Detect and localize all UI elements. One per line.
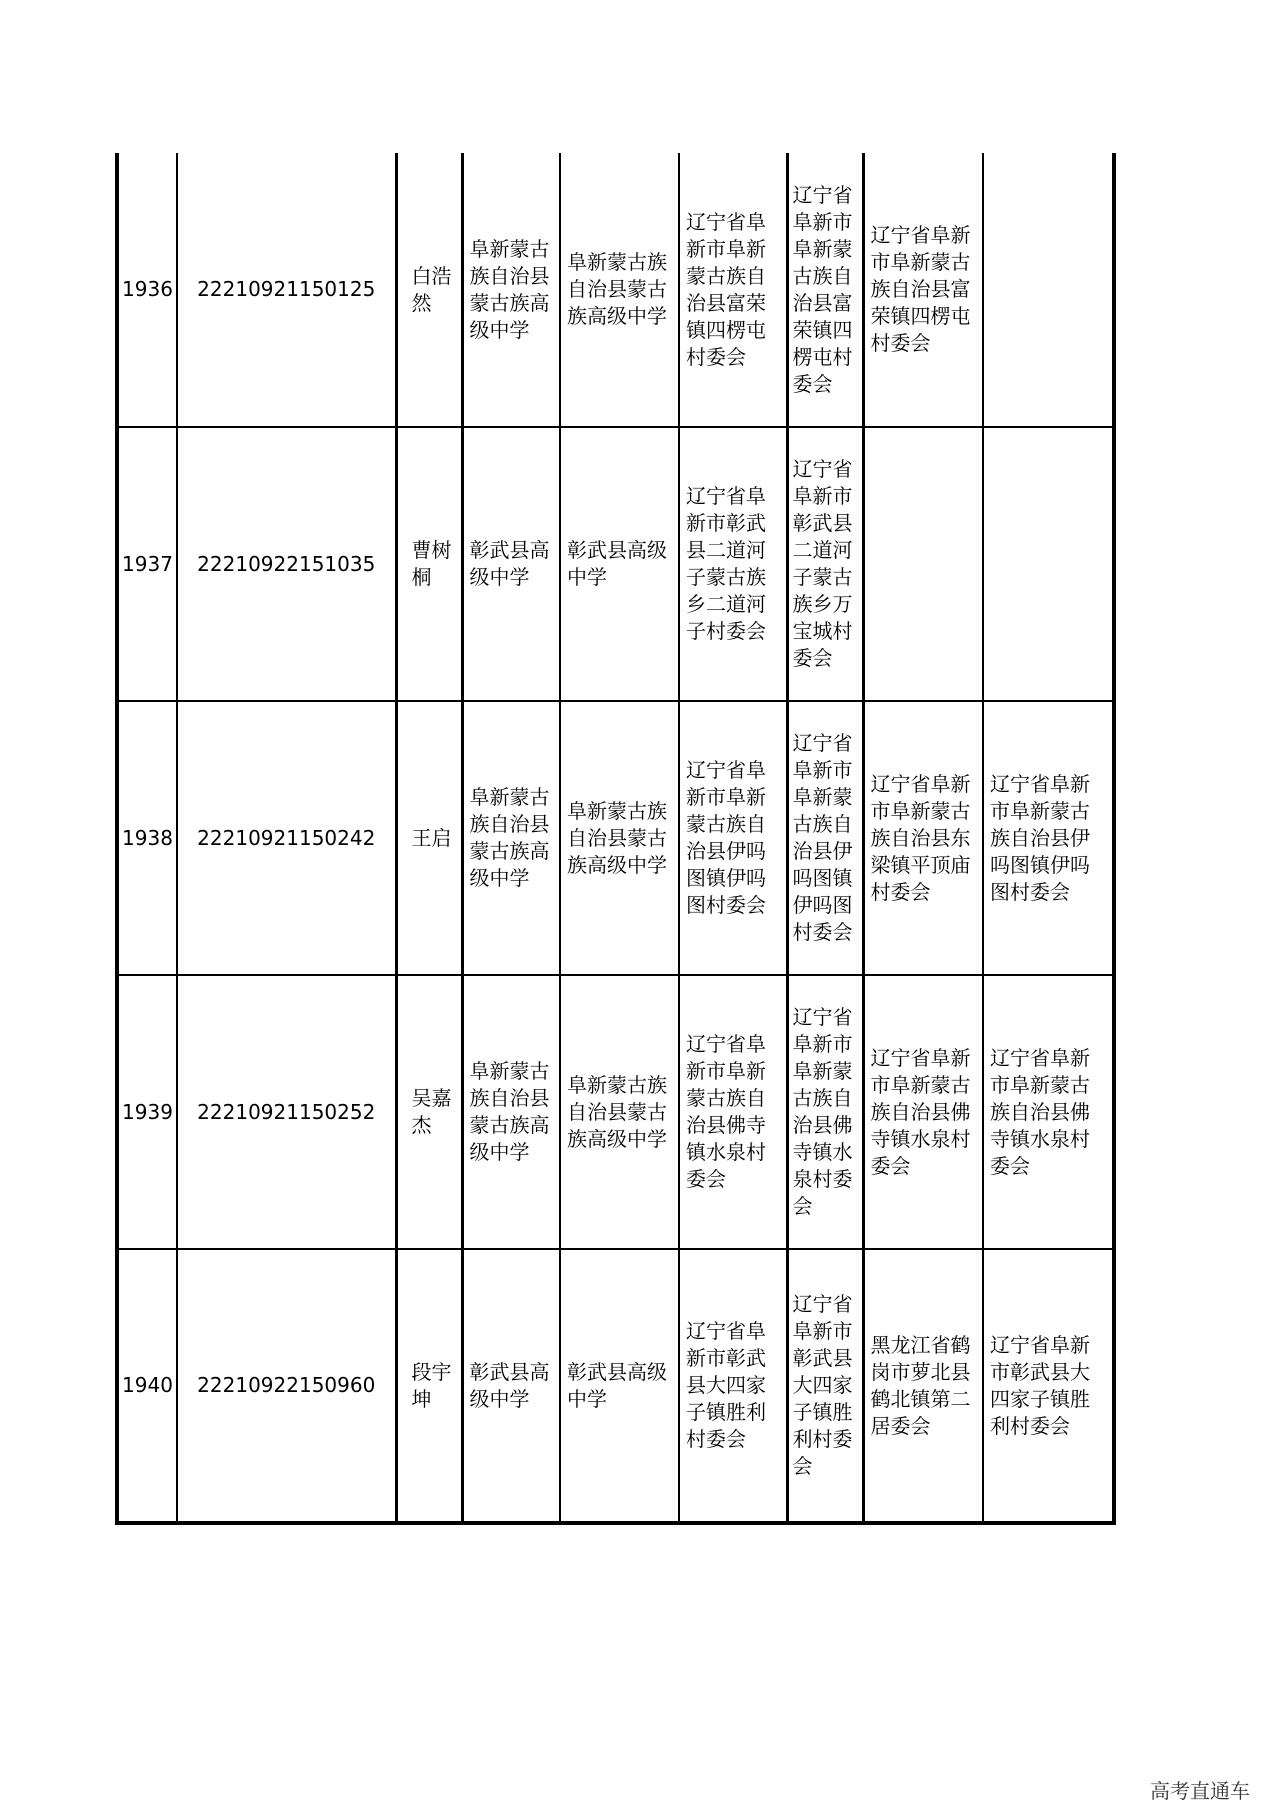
seq-cell: 1937: [117, 427, 177, 701]
brand-watermark: 高考直通车: [1150, 1779, 1250, 1803]
name-cell: 段宇坤: [396, 1249, 462, 1523]
father-address-cell: 辽宁省阜新市阜新蒙古族自治县伊吗图镇伊吗图村委会: [787, 701, 863, 975]
student-roster-table: [115, 153, 1116, 1525]
seq-cell: 1936: [117, 153, 177, 427]
extra-address-cell: 辽宁省阜新市阜新蒙古族自治县伊吗图镇伊吗图村委会: [983, 701, 1114, 975]
father-address-cell: 辽宁省阜新市彰武县大四家子镇胜利村委会: [787, 1249, 863, 1523]
table-row: [117, 1249, 1114, 1523]
seq-cell: 1938: [117, 701, 177, 975]
exam-id-cell: 22210921150125: [177, 153, 396, 427]
household-address-cell: 辽宁省阜新市彰武县大四家子镇胜利村委会: [679, 1249, 787, 1523]
table-row: [117, 975, 1114, 1249]
household-address-cell: 辽宁省阜新市阜新蒙古族自治县富荣镇四楞屯村委会: [679, 153, 787, 427]
school-cell: 阜新蒙古族自治县蒙古族高级中学: [462, 153, 560, 427]
school-short-cell: 彰武县高级中学: [560, 427, 679, 701]
extra-address-cell: 辽宁省阜新市彰武县大四家子镇胜利村委会: [983, 1249, 1114, 1523]
name-cell: 白浩然: [396, 153, 462, 427]
father-address-cell: 辽宁省阜新市彰武县二道河子蒙古族乡万宝城村委会: [787, 427, 863, 701]
school-short-cell: 彰武县高级中学: [560, 1249, 679, 1523]
household-address-cell: 辽宁省阜新市阜新蒙古族自治县佛寺镇水泉村委会: [679, 975, 787, 1249]
school-short-cell: 阜新蒙古族自治县蒙古族高级中学: [560, 701, 679, 975]
exam-id-cell: 22210922150960: [177, 1249, 396, 1523]
mother-address-cell: [863, 427, 983, 701]
name-cell: 王启: [396, 701, 462, 975]
school-short-cell: 阜新蒙古族自治县蒙古族高级中学: [560, 975, 679, 1249]
name-cell: 吴嘉杰: [396, 975, 462, 1249]
extra-address-cell: 辽宁省阜新市阜新蒙古族自治县佛寺镇水泉村委会: [983, 975, 1114, 1249]
mother-address-cell: 黑龙江省鹤岗市萝北县鹤北镇第二居委会: [863, 1249, 983, 1523]
household-address-cell: 辽宁省阜新市彰武县二道河子蒙古族乡二道河子村委会: [679, 427, 787, 701]
extra-address-cell: [983, 427, 1114, 701]
mother-address-cell: 辽宁省阜新市阜新蒙古族自治县佛寺镇水泉村委会: [863, 975, 983, 1249]
seq-cell: 1940: [117, 1249, 177, 1523]
seq-cell: 1939: [117, 975, 177, 1249]
school-cell: 阜新蒙古族自治县蒙古族高级中学: [462, 701, 560, 975]
school-cell: 彰武县高级中学: [462, 427, 560, 701]
mother-address-cell: 辽宁省阜新市阜新蒙古族自治县东梁镇平顶庙村委会: [863, 701, 983, 975]
name-cell: 曹树桐: [396, 427, 462, 701]
table-row: [117, 427, 1114, 701]
mother-address-cell: 辽宁省阜新市阜新蒙古族自治县富荣镇四楞屯村委会: [863, 153, 983, 427]
school-cell: 彰武县高级中学: [462, 1249, 560, 1523]
table-row: [117, 701, 1114, 975]
exam-id-cell: 22210921150252: [177, 975, 396, 1249]
exam-id-cell: 22210921150242: [177, 701, 396, 975]
exam-id-cell: 22210922151035: [177, 427, 396, 701]
father-address-cell: 辽宁省阜新市阜新蒙古族自治县佛寺镇水泉村委会: [787, 975, 863, 1249]
school-cell: 阜新蒙古族自治县蒙古族高级中学: [462, 975, 560, 1249]
school-short-cell: 阜新蒙古族自治县蒙古族高级中学: [560, 153, 679, 427]
household-address-cell: 辽宁省阜新市阜新蒙古族自治县伊吗图镇伊吗图村委会: [679, 701, 787, 975]
table-row: [117, 153, 1114, 427]
father-address-cell: 辽宁省阜新市阜新蒙古族自治县富荣镇四楞屯村委会: [787, 153, 863, 427]
extra-address-cell: [983, 153, 1114, 427]
